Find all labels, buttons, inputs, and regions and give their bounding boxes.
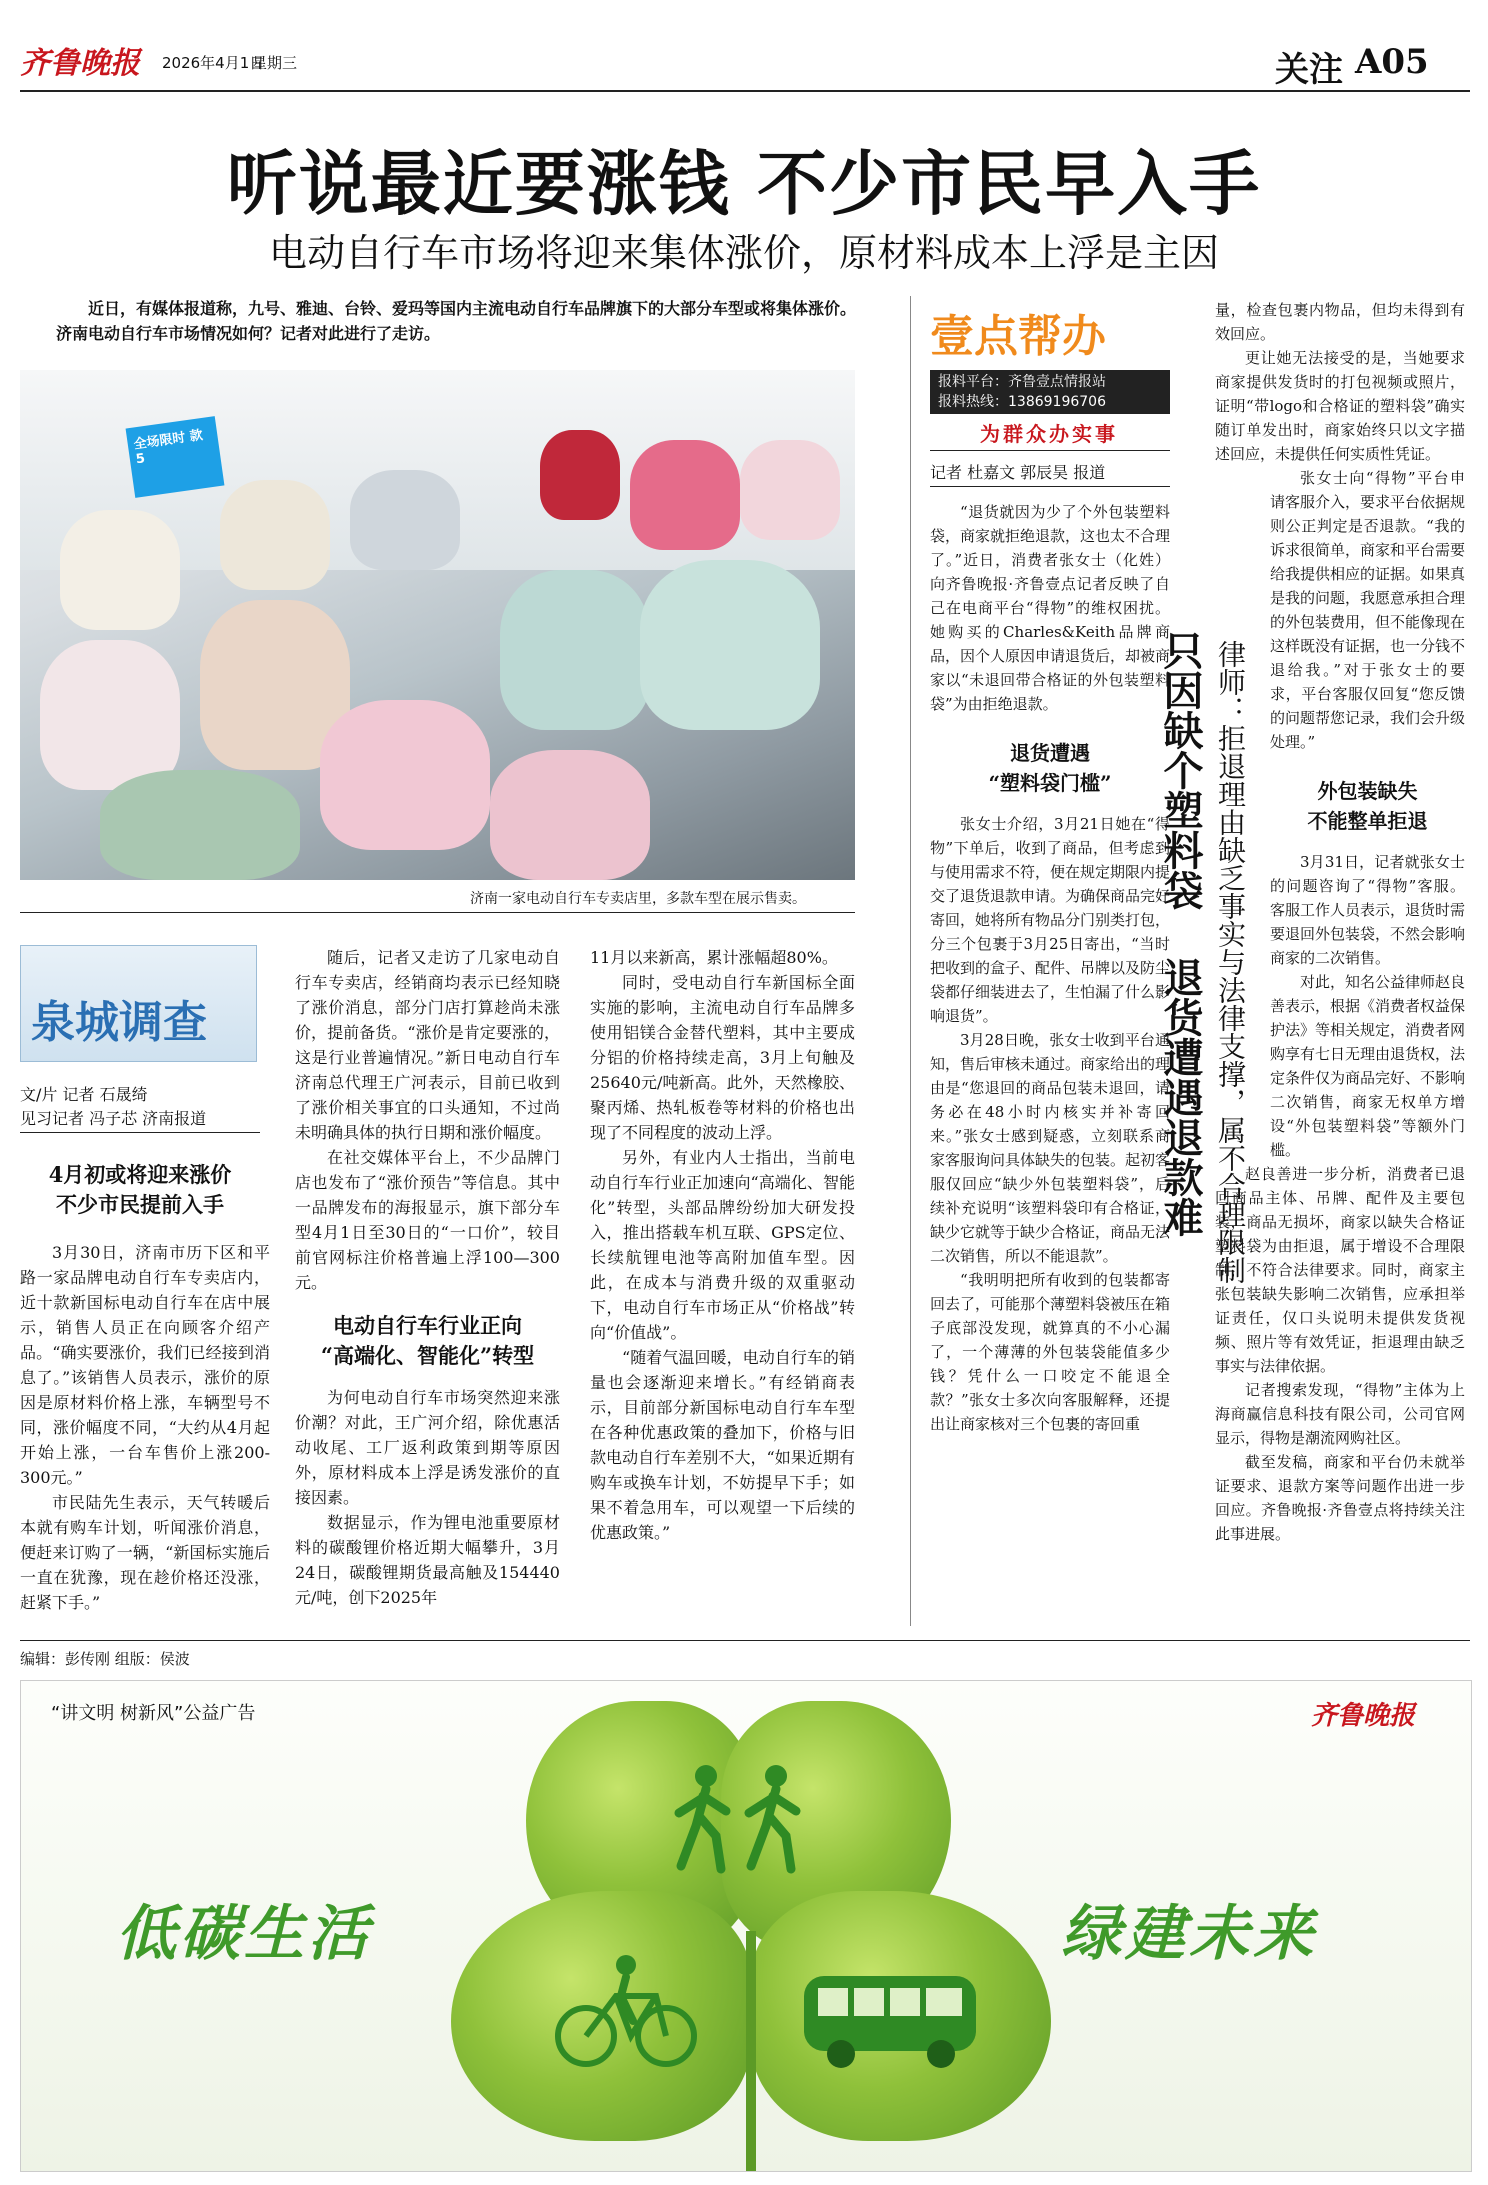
scooter <box>630 440 740 550</box>
paragraph: 记者搜索发现，“得物”主体为上海商赢信息科技有限公司，公司官网显示，得物是潮流网购社区。 <box>1215 1381 1465 1447</box>
masthead-logo: 齐鲁晚报 <box>20 46 140 81</box>
scooter <box>500 570 650 730</box>
byline-rule <box>20 1132 260 1133</box>
colA-subtitle-line2: “塑料袋门槛” <box>988 771 1112 795</box>
paragraph: “退货就因为少了个外包装塑料袋，商家就拒绝退款，这也太不合理了。”近日，消费者张女士（化姓）向齐鲁晚报·齐鲁壹点记者反映了自己在电商平台“得物”的维权困扰。她购买的Charles&Keith品牌商品，因个人原因申请退货后，却被商家以“未退回带合格证的外包装塑料袋”为由拒绝退款。 <box>930 503 1171 713</box>
pedestrians-icon <box>661 1761 821 1881</box>
helper-hotline <box>930 370 1170 414</box>
paragraph: 市民陆先生表示，天气转暖后本就有购车计划，听闻涨价消息，便赶来订购了一辆，“新国标实施后一直在犹豫，现在趁价格还没涨，赶紧下手。” <box>20 1493 270 1612</box>
column-divider <box>910 296 911 1626</box>
photo-caption: 济南一家电动自行车专卖店里，多款车型在展示售卖。 <box>470 891 806 907</box>
scooter <box>490 750 650 880</box>
main-col2 <box>295 945 560 1610</box>
colA-subtitle-line1: 退货遭遇 <box>1010 741 1090 765</box>
ad-slogan-right: 绿建未来 <box>1061 1899 1317 1969</box>
main-byline-2: 见习记者 冯子芯 济南报道 <box>20 1109 207 1128</box>
colB-subtitle-line2: 不能整单拒退 <box>1307 809 1428 833</box>
footer-rule <box>20 1640 1470 1641</box>
col1-title-line2: 不少市民提前入手 <box>56 1192 224 1217</box>
ad-logo: 齐鲁晚报 <box>1311 1701 1416 1731</box>
main-subheadline: 电动自行车市场将迎来集体涨价，原材料成本上浮是主因 <box>268 231 1219 275</box>
main-byline-1: 文/片 记者 石晟绮 <box>20 1085 148 1104</box>
bicycle-icon <box>551 1951 701 2071</box>
paragraph: 在社交媒体平台上，不少品牌门店也发布了“涨价预告”等信息。其中一品牌发布的海报显示，旗下部分车型4月1日至30日的“一口价”，较目前官网标注价格普遍上浮100—300元。 <box>295 1148 560 1292</box>
paragraph: 赵良善进一步分析，消费者已退回商品主体、吊牌、配件及主要包装，商品无损坏，商家以缺失合格证塑料袋为由拒退，属于增设不合理限制，不符合法律要求。同时，商家主张包装缺失影响二次销售，应承担举证责任，仅口头说明未提供发货视频、照片等有效凭证，拒退理由缺乏事实与法律依据。 <box>1215 1165 1465 1375</box>
editor-credit: 编辑：彭传刚 组版：侯波 <box>20 1650 190 1668</box>
helper-rule <box>930 450 1170 451</box>
paragraph: 3月30日，济南市历下区和平路一家品牌电动自行车专卖店内，近十款新国标电动自行车在店中展示，销售人员正在向顾客介绍产品。“确实要涨价，我们已经接到消息了。”该销售人员表示，涨价的原因是原材料价格上涨，车辆型号不同，涨价幅度不同，“大约从4月起开始上涨，一台车售价上涨200-300元。” <box>20 1243 270 1487</box>
main-col1 <box>20 1240 270 1615</box>
masthead-rule <box>20 90 1470 92</box>
caption-rule <box>20 912 855 913</box>
col1-title <box>20 1160 260 1220</box>
scooter <box>220 480 330 590</box>
helper-slogan: 为群众办实事 <box>980 422 1118 446</box>
side-colA <box>930 500 1170 1436</box>
paragraph: “我明明把所有收到的包装都寄回去了，可能那个薄塑料袋被压在箱子底部没发现，就算真的不小心漏了，一个薄薄的外包装袋能值多少钱？凭什么一口咬定不能退全款？”张女士多次向客服解释，还提出让商家核对三个包裹的寄回重 <box>930 1271 1171 1433</box>
scooter <box>60 510 180 630</box>
side-headline: 只因缺个塑料袋 退货遭遇退款难 <box>1157 630 1204 1237</box>
scooter <box>100 770 300 880</box>
col2-subtitle-line1: 电动自行车行业正向 <box>333 1313 522 1338</box>
scooter <box>640 560 820 730</box>
hotline-line: 报料平台：齐鲁壹点情报站 <box>938 374 1106 390</box>
paragraph: 另外，有业内人士指出，当前电动自行车行业正加速向“高端化、智能化”转型，头部品牌纷纷加大研发投入，推出搭载车机互联、GPS定位、长续航锂电池等高附加值车型。因此，在成本与消费升级的双重驱动下，电动自行车市场正从“价格战”转向“价值战”。 <box>590 1148 855 1342</box>
side-deck: 律师：拒退理由缺乏事实与法律支撑，属不合理限制 <box>1214 640 1247 1284</box>
paragraph: 3月28日晚，张女士收到平台通知，售后审核未通过。商家给出的理由是“您退回的商品包装未退回，请务必在48小时内核实并补寄回来。”张女士感到疑惑，立刻联系商家客服询问具体缺失的包装。起初客服仅回应“缺少外包装塑料袋”，后续补充说明“该塑料袋印有合格证，缺少它就等于缺少合格证，商品无法二次销售，所以不能退款”。 <box>930 1031 1171 1265</box>
paragraph: 11月以来新高，累计涨幅超80%。 <box>590 948 838 967</box>
paragraph: 随后，记者又走访了几家电动自行车专卖店，经销商均表示已经知晓了涨价消息，部分门店打算趁尚未涨价，提前备货。“涨价是肯定要涨的，这是行业普遍情况。”新日电动自行车济南总代理王广河表示，目前已收到了涨价相关事宜的口头通知，不过尚未明确具体的执行日期和涨价幅度。 <box>295 948 560 1142</box>
page-number: A05 <box>1355 42 1429 82</box>
clover-stem <box>746 1931 756 2171</box>
paragraph: 数据显示，作为锂电池重要原材料的碳酸锂价格近期大幅攀升，3月24日，碳酸锂期货最高触及154440元/吨，创下2025年 <box>295 1513 560 1607</box>
hotline-line: 报料热线：13869196706 <box>938 394 1106 410</box>
paragraph: 同时，受电动自行车新国标全面实施的影响，主流电动自行车品牌多使用铝镁合金替代塑料，其中主要成分铝的价格持续走高，3月上旬触及25640元/吨新高。此外，天然橡胶、聚丙烯、热轧板卷等材料的价格也出现了不同程度的波动上浮。 <box>590 973 855 1142</box>
issue-date: 2026年4月1日 <box>162 54 265 72</box>
photo-sign: 全场限时 款5 <box>126 416 225 498</box>
paragraph: 张女士介绍，3月21日她在“得物”下单后，收到了商品，但考虑到与使用需求不符，便在规定期限内提交了退货退款申请。为确保商品完好寄回，她将所有物品分门别类打包，分三个包裹于3月25日寄出，“当时把收到的盒子、配件、吊牌以及防尘袋都仔细装进去了，生怕漏了什么影响退货”。 <box>930 815 1171 1025</box>
paragraph: 为何电动自行车市场突然迎来涨价潮？对此，王广河介绍，除优惠活动收尾、工厂返利政策到期等原因外，原材料成本上浮是诱发涨价的直接因素。 <box>295 1388 560 1507</box>
scooter <box>350 470 460 570</box>
helper-brand: 壹点帮办 <box>930 311 1106 362</box>
paragraph: 截至发稿，商家和平台仍未就举证要求、退款方案等问题作出进一步回应。齐鲁晚报·齐鲁壹点将持续关注此事进展。 <box>1215 1453 1465 1543</box>
paragraph: 量，检查包裹内物品，但均未得到有效回应。 <box>1215 301 1465 343</box>
side-colB <box>1215 298 1465 1546</box>
bus-icon <box>796 1966 986 2076</box>
colB-subtitle-line1: 外包装缺失 <box>1317 779 1418 803</box>
ad-slogan-left: 低碳生活 <box>116 1899 372 1969</box>
public-ad <box>20 1680 1472 2172</box>
scooter <box>320 700 490 850</box>
paragraph: 张女士向“得物”平台申请客服介入，要求平台依据规则公正判定是否退款。“我的诉求很简单，商家和平台需要给我提供相应的证据。如果真是我的问题，我愿意承担合理的外包装费用，但不能像现在这样既没有证据，也一分钱不退给我。”对于张女士的要求，平台客服仅回复“您反馈的问题帮您记录，我们会升级处理。” <box>1270 469 1466 751</box>
main-col3 <box>590 945 855 1545</box>
col2-subtitle-line2: “高端化、智能化”转型 <box>320 1343 535 1368</box>
main-headline: 听说最近要涨钱 不少市民早入手 <box>226 142 1262 225</box>
side-byline: 记者 杜嘉文 郭辰昊 报道 <box>930 463 1106 482</box>
paragraph: 对此，知名公益律师赵良善表示，根据《消费者权益保护法》等相关规定，消费者网购享有七日无理由退货权，法定条件仅为商品完好、不影响二次销售，商家无权单方增设“外包装塑料袋”等额外门槛。 <box>1270 973 1466 1159</box>
column-badge <box>20 945 257 1062</box>
paragraph: “随着气温回暖，电动自行车的销量也会逐渐迎来增长。”有经销商表示，目前部分新国标电动自行车车型在各种优惠政策的叠加下，价格与旧款电动自行车差别不大，“如果近期有购车或换车计划，不妨提早下手；如果不着急用车，可以观望一下后续的优惠政策。” <box>590 1348 855 1542</box>
badge-label: 泉城调查 <box>31 997 207 1048</box>
scooter <box>740 440 840 540</box>
main-lead: 近日，有媒体报道称，九号、雅迪、台铃、爱玛等国内主流电动自行车品牌旗下的大部分车型或将集体涨价。济南电动自行车市场情况如何？记者对此进行了走访。 <box>56 299 857 343</box>
issue-weekday: 星期三 <box>252 54 298 72</box>
paragraph: 更让她无法接受的是，当她要求商家提供发货时的打包视频或照片，证明“带logo和合格证的塑料袋”确实随订单发出时，商家始终只以文字描述回应，未提供任何实质性凭证。 <box>1215 349 1465 463</box>
store-photo <box>20 370 855 880</box>
ad-tag: “讲文明 树新风”公益广告 <box>51 1703 256 1724</box>
scooter <box>40 640 180 790</box>
byline-rule <box>930 486 1170 487</box>
col1-title-line1: 4月初或将迎来涨价 <box>48 1162 232 1187</box>
section-name: 关注 <box>1275 50 1343 90</box>
scooter <box>540 430 620 520</box>
paragraph: 3月31日，记者就张女士的问题咨询了“得物”客服。客服工作人员表示，退货时需要退回外包装袋，不然会影响商家的二次销售。 <box>1270 853 1466 967</box>
